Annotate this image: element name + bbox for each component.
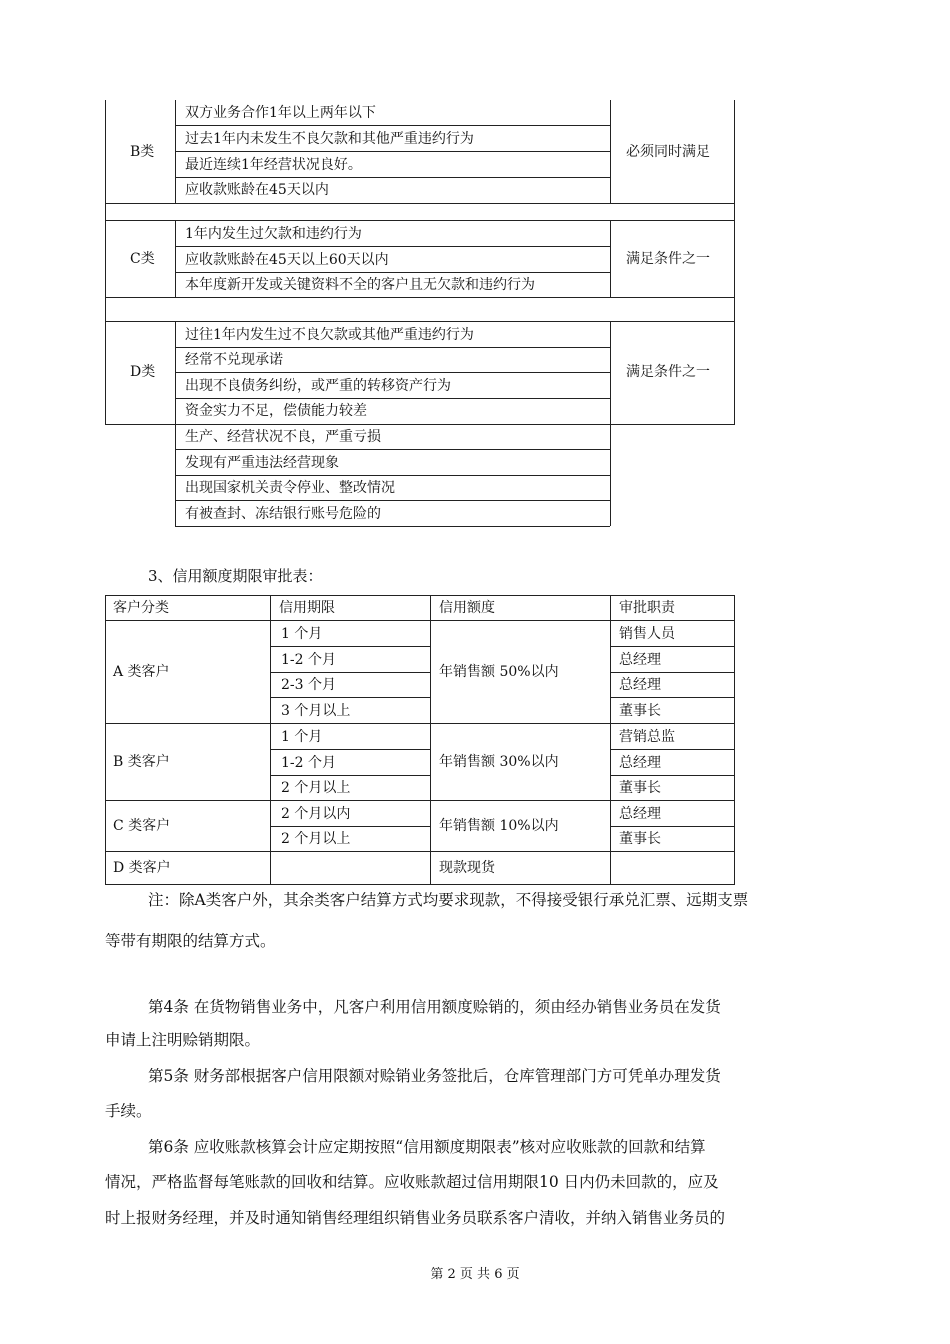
approver-cell: 董事长: [619, 780, 661, 796]
period-cell: 1 个月: [281, 626, 323, 642]
category-b: B 类客户: [113, 754, 170, 770]
period-cell: 2 个月以上: [281, 831, 351, 847]
approver-cell: 总经理: [619, 806, 661, 822]
grade-b-label: B类: [130, 144, 155, 160]
grade-b-item: 双方业务合作1年以上两年以下: [185, 105, 376, 121]
amount-d: 现款现货: [439, 860, 495, 876]
period-cell: 2 个月以内: [281, 806, 351, 822]
grade-b-item: 最近连续1年经营状况良好。: [185, 157, 362, 173]
grade-d-extra-item: 有被查封、冻结银行账号危险的: [185, 506, 381, 522]
period-cell: 2 个月以上: [281, 780, 351, 796]
header-credit-amount: 信用额度: [439, 600, 495, 616]
grade-b-item: 过去1年内未发生不良欠款和其他严重违约行为: [185, 131, 474, 147]
period-cell: 1-2 个月: [281, 652, 336, 668]
grade-d-condition: 满足条件之一: [626, 364, 710, 380]
page-number: 第 2 页 共 6 页: [430, 1267, 520, 1282]
grade-d-item: 经常不兑现承诺: [185, 352, 283, 368]
approver-cell: 销售人员: [619, 626, 675, 642]
article-6-cont: 情况，严格监督每笔账款的回收和结算。应收账款超过信用期限10 日内仍未回款的，应及: [105, 1173, 719, 1191]
article-4: 第4条 在货物销售业务中，凡客户利用信用额度赊销的，须由经办销售业务员在发货: [148, 998, 721, 1016]
grade-d-extra-item: 发现有严重违法经营现象: [185, 455, 339, 471]
approver-cell: 总经理: [619, 755, 661, 771]
approver-cell: 董事长: [619, 703, 661, 719]
article-4-cont: 申请上注明赊销期限。: [105, 1031, 261, 1049]
grade-d-extra-item: 出现国家机关责令停业、整改情况: [185, 480, 395, 496]
grade-d-item: 过往1年内发生过不良欠款或其他严重违约行为: [185, 327, 474, 343]
grade-c-condition: 满足条件之一: [626, 251, 710, 267]
header-credit-period: 信用期限: [279, 600, 335, 616]
grade-d-item: 出现不良债务纠纷，或严重的转移资产行为: [185, 378, 451, 394]
section-3-title: 3、信用额度期限审批表：: [148, 567, 323, 585]
amount-a: 年销售额 50%以内: [439, 664, 559, 680]
approver-cell: 董事长: [619, 831, 661, 847]
approver-cell: 总经理: [619, 652, 661, 668]
amount-c: 年销售额 10%以内: [439, 818, 559, 834]
grade-b-condition: 必须同时满足: [626, 144, 710, 160]
grade-b-item: 应收款账龄在45天以内: [185, 182, 329, 198]
grade-c-item: 本年度新开发或关键资料不全的客户且无欠款和违约行为: [185, 277, 535, 293]
category-d: D 类客户: [113, 860, 171, 876]
grade-d-item: 资金实力不足，偿债能力较差: [185, 403, 367, 419]
grade-c-item: 1年内发生过欠款和违约行为: [185, 226, 362, 242]
amount-b: 年销售额 30%以内: [439, 754, 559, 770]
article-5: 第5条 财务部根据客户信用限额对赊销业务签批后，仓库管理部门方可凭单办理发货: [148, 1067, 721, 1085]
grade-d-label: D类: [130, 364, 156, 380]
period-cell: 1-2 个月: [281, 755, 336, 771]
note-line: 注：除A类客户外，其余类客户结算方式均要求现款，不得接受银行承兑汇票、远期支票: [148, 891, 749, 909]
article-5-cont: 手续。: [105, 1102, 152, 1120]
note-line: 等带有期限的结算方式。: [105, 932, 276, 950]
article-6: 第6条 应收账款核算会计应定期按照“信用额度期限表”核对应收账款的回款和结算: [148, 1138, 706, 1156]
period-cell: 1 个月: [281, 729, 323, 745]
category-a: A 类客户: [113, 664, 170, 680]
category-c: C 类客户: [113, 818, 171, 834]
grade-c-label: C类: [130, 251, 155, 267]
grade-d-extra-item: 生产、经营状况不良，严重亏损: [185, 429, 381, 445]
grade-c-item: 应收款账龄在45天以上60天以内: [185, 252, 389, 268]
header-approver: 审批职责: [619, 600, 675, 616]
article-6-cont: 时上报财务经理，并及时通知销售经理组织销售业务员联系客户清收，并纳入销售业务员的: [105, 1209, 726, 1227]
approver-cell: 营销总监: [619, 729, 675, 745]
period-cell: 2-3 个月: [281, 677, 336, 693]
period-cell: 3 个月以上: [281, 703, 351, 719]
header-customer-category: 客户分类: [113, 600, 169, 616]
approver-cell: 总经理: [619, 677, 661, 693]
